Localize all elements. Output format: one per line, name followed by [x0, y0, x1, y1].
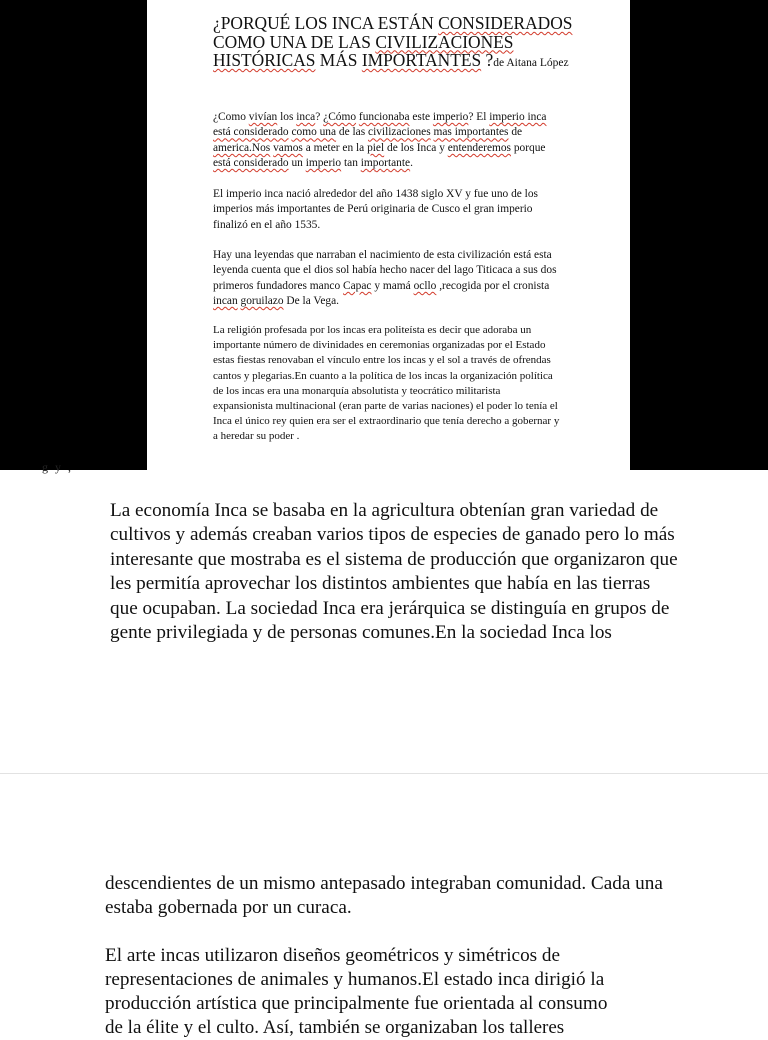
- title-part: COMO UNA DE LAS: [213, 31, 376, 52]
- cropped-bottom-line: de la élite y el culto. Así, también se organizaban los talleres: [105, 1017, 565, 1038]
- origin-paragraph: El imperio inca nació alrededor del año 1438 siglo XV y fue uno de los imperios más importantes de Perú originaria de Cusco el gran imperio finalizó en el año 1535.: [213, 188, 538, 231]
- intro-paragraph: ¿Como vivían los inca? ¿Cómo funcionaba este imperio? El imperio inca está considerado como una de las civilizaciones mas importantes de america.Nos vamos a meter en la piel de los Inca y entenderemos porque está considerado un imperio tan importante.: [213, 111, 547, 170]
- economy-society-paragraph: La economía Inca se basaba en la agricultura obtenían gran variedad de cultivos y además creaban varios tipos de especies de ganado pero lo más interesante que mostraba es el sistema de producción que organizaron que les permitía aprovechar los distintos ambientes que había en las tierras que ocupaban. La sociedad Inca era jerárquica se distinguía en grupos de gente privilegiada y de personas comunes.En la sociedad Inca los: [110, 500, 678, 644]
- title-part: ?: [481, 50, 494, 71]
- document-title: [213, 14, 573, 73]
- legend-paragraph: Hay una leyendas que narraban el nacimiento de esta civilización está esta leyenda cuenta que el dios sol había hecho nacer del lago Titicaca a sus dos primeros fundadores manco Capac y mamá ocllo ,recogida por el cronista incan goruilazo De la Vega.: [213, 249, 557, 308]
- page-divider: [0, 773, 768, 774]
- title-part: CONSIDERADOS: [438, 13, 573, 33]
- scanned-page-1: [147, 0, 630, 470]
- cropped-text-line: g y ,: [42, 460, 73, 474]
- art-paragraph: El arte incas utilizaron diseños geométricos y simétricos de representaciones de animales y humanos.El estado inca dirigió la producción artística que principalmente fue orientada al consumo: [105, 945, 608, 1015]
- author-byline: de Aitana López: [493, 57, 569, 70]
- title-part: MÁS: [315, 50, 362, 71]
- community-paragraph: descendientes de un mismo antepasado integraban comunidad. Cada una estaba gobernada por un curaca.: [105, 873, 663, 918]
- religion-politics-paragraph: La religión profesada por los incas era politeísta es decir que adoraba un importante número de divinidades en ceremonias organizadas por el Estado estas fiestas renovaban el vínculo entre los incas y el sol a través de ofrendas cantos y plegarias.En cuanto a la política de los incas la organización política de los incas era una monarquía absolutista y teocrático militarista expansionista multinacional (eran parte de varias naciones) el poder lo tenía el Inca el único rey quien era ser el extraordinario que tenía derecho a gobernar y a heredar su poder .: [213, 324, 560, 443]
- title-part: ¿PORQUÉ LOS INCA ESTÁN: [213, 13, 439, 33]
- title-part: IMPORTANTES: [361, 50, 482, 71]
- scanned-page-1-backdrop: [0, 0, 768, 474]
- title-part: CIVILIZACIONES HISTÓRICAS: [213, 31, 514, 71]
